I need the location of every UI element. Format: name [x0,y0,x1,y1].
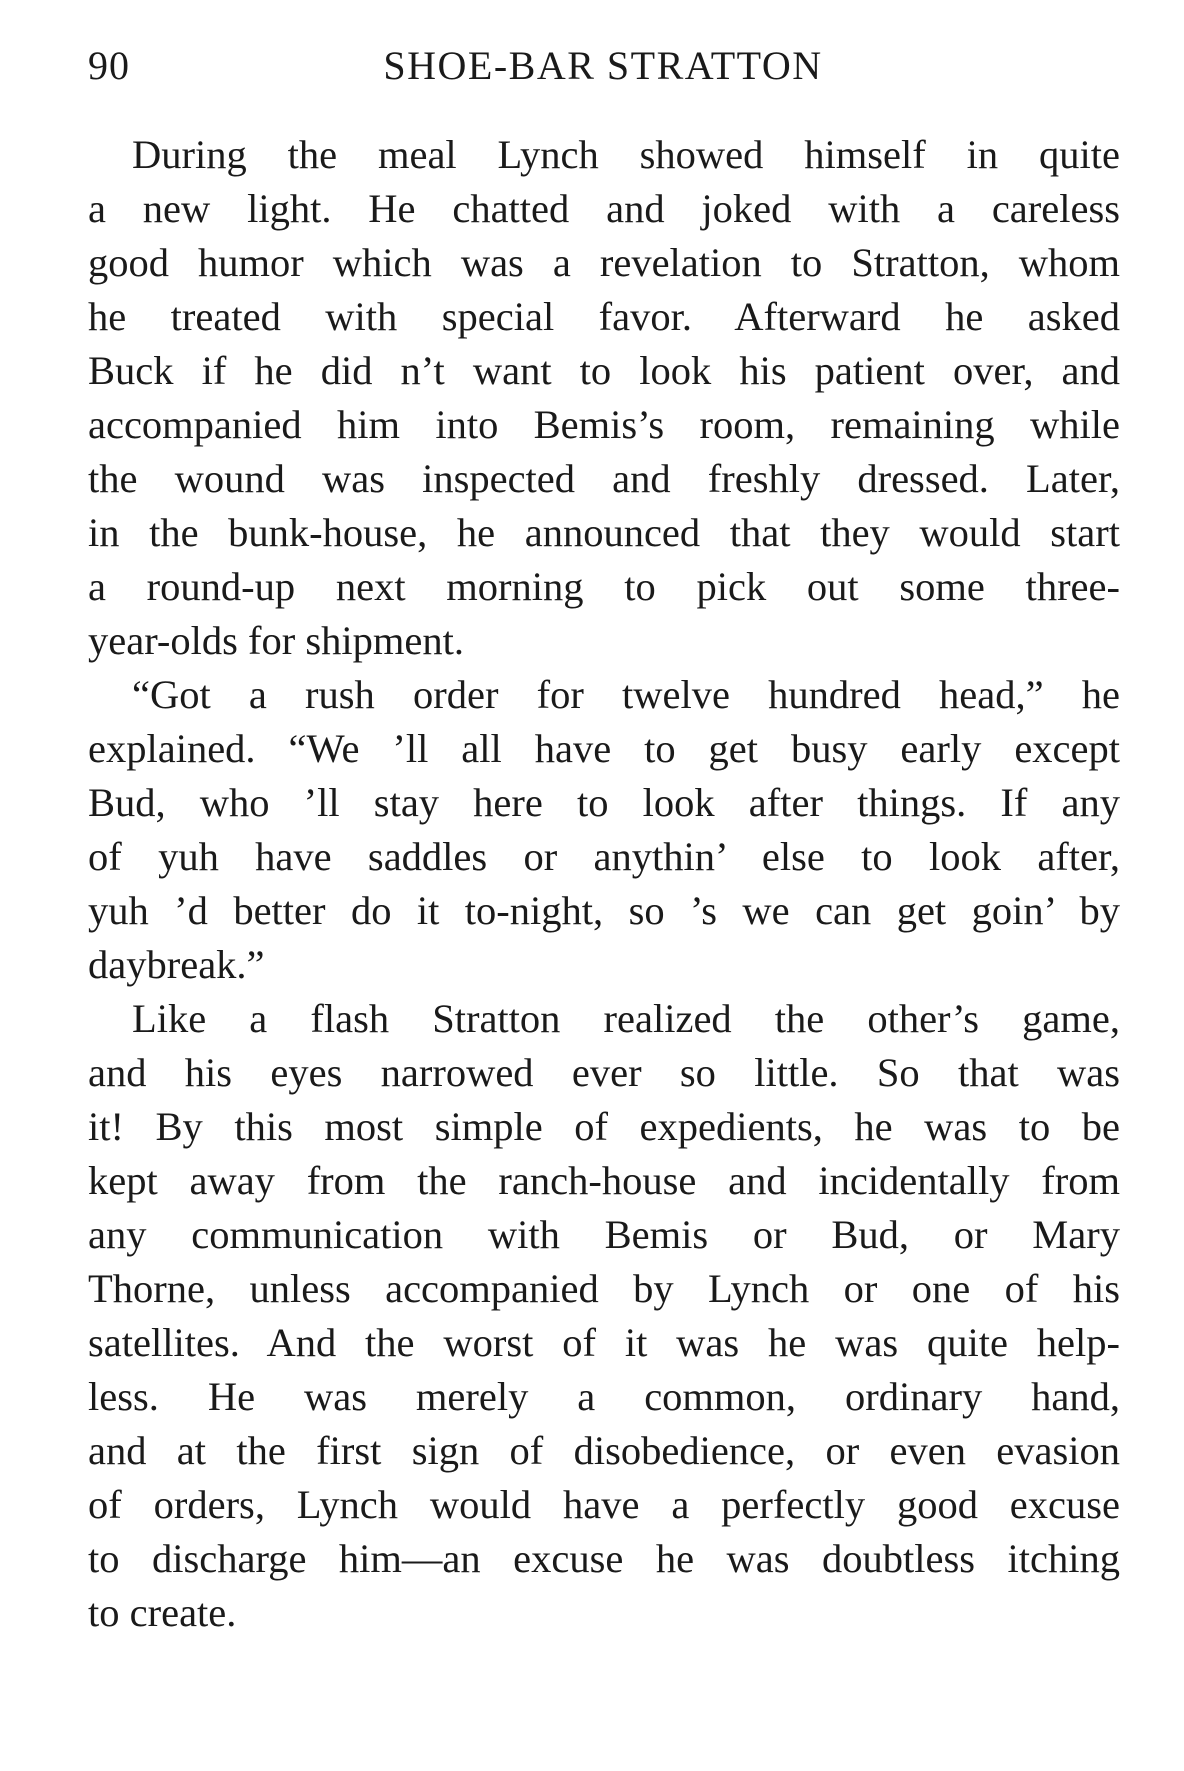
text-line: to create. [88,1590,237,1635]
text-line: it! By this most simple of expedients, he was to be [88,1104,1120,1149]
text-line: and at the first sign of disobedience, or even evasion [88,1428,1120,1473]
running-head [88,42,1118,102]
text-line: any communication with Bemis or Bud, or Mary [88,1212,1120,1257]
paragraph [88,992,1120,1640]
text-line: Like a flash Stratton realized the other’s game, [132,996,1120,1041]
text-line: he treated with special favor. Afterward he asked [88,294,1120,339]
text-line: “Got a rush order for twelve hundred head,” he [132,672,1120,717]
text-line: daybreak.” [88,942,265,987]
text-line: the wound was inspected and freshly dressed. Later, [88,456,1120,501]
text-line: of yuh have saddles or anythin’ else to look after, [88,834,1120,879]
text-line: kept away from the ranch-house and incidentally from [88,1158,1120,1203]
text-line: to discharge him—an excuse he was doubtless itching [88,1536,1120,1581]
text-line: of orders, Lynch would have a perfectly good excuse [88,1482,1120,1527]
text-line: Buck if he did n’t want to look his patient over, and [88,348,1120,393]
page-header-title: SHOE-BAR STRATTON [383,43,823,88]
text-line: a new light. He chatted and joked with a careless [88,186,1120,231]
text-line: yuh ’d better do it to-night, so ’s we can get goin’ by [88,888,1120,933]
body-text [88,128,1120,1640]
text-line: During the meal Lynch showed himself in quite [132,132,1120,177]
text-line: good humor which was a revelation to Stratton, whom [88,240,1120,285]
text-line: explained. “We ’ll all have to get busy early except [88,726,1120,771]
text-line: a round-up next morning to pick out some three- [88,564,1120,609]
text-line: accompanied him into Bemis’s room, remaining while [88,402,1120,447]
text-line: less. He was merely a common, ordinary hand, [88,1374,1120,1419]
page-number: 90 [88,43,130,88]
text-line: Bud, who ’ll stay here to look after things. If any [88,780,1120,825]
text-line: in the bunk-house, he announced that they would start [88,510,1120,555]
paragraph [88,128,1120,668]
text-line: and his eyes narrowed ever so little. So that was [88,1050,1120,1095]
text-line: Thorne, unless accompanied by Lynch or one of his [88,1266,1120,1311]
paragraph [88,668,1120,992]
text-line: year-olds for shipment. [88,618,464,663]
text-line: satellites. And the worst of it was he was quite help- [88,1320,1120,1365]
